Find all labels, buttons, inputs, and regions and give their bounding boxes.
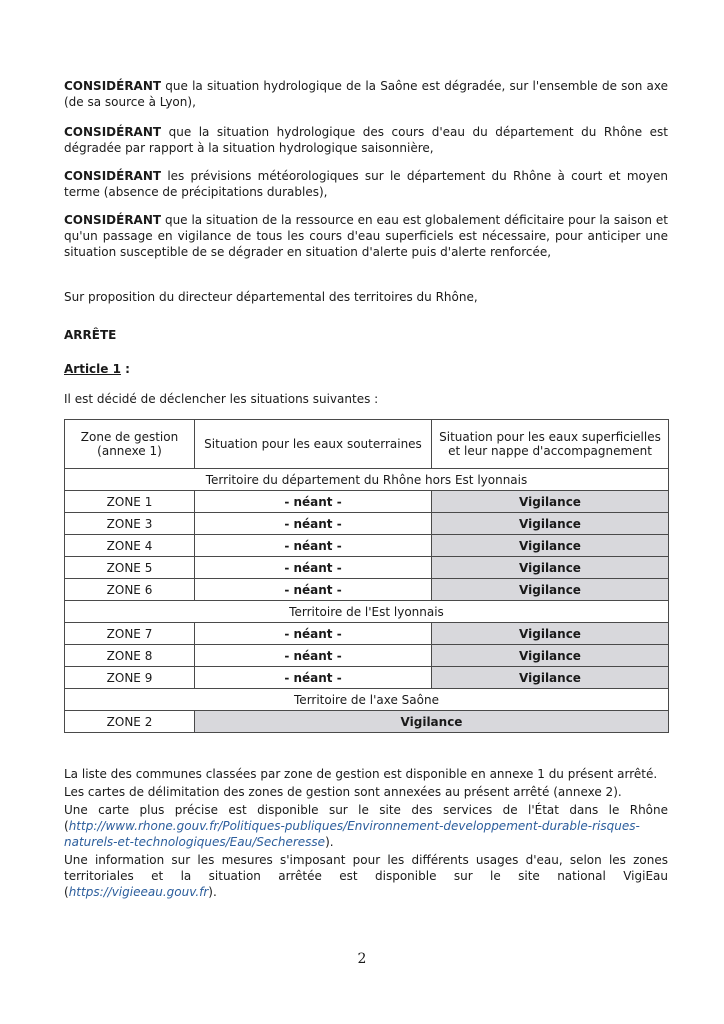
considerant-keyword: CONSIDÉRANT [64,169,162,183]
table-header-row [65,420,669,469]
article-heading [64,361,668,377]
table-row [65,557,669,579]
table-row [65,535,669,557]
considerant-text: que la situation de la ressource en eau est globalement déficitaire pour la saison et qu'un passage en vigilance de tous les cours d'eau superficiels est nécessaire, pour anticiper une situation susceptible de se dégrader en situation d'alerte puis d'alerte renforcée, [64,213,668,259]
souterraines-cell: - néant - [195,667,432,689]
zone-cell: ZONE 9 [65,667,195,689]
superficielles-cell: Vigilance [432,645,669,667]
considerant-3 [64,168,668,200]
section-row [65,601,669,623]
article-colon: : [120,362,130,376]
zone-cell: ZONE 4 [65,535,195,557]
considerant-keyword: CONSIDÉRANT [64,125,162,139]
table-row [65,623,669,645]
souterraines-cell: - néant - [195,623,432,645]
souterraines-cell: - néant - [195,491,432,513]
zone-cell: ZONE 8 [65,645,195,667]
considerant-keyword: CONSIDÉRANT [64,79,162,93]
annexe-2-note: Les cartes de délimitation des zones de gestion sont annexées au présent arrêté (annexe 2). [64,785,622,799]
souterraines-cell: - néant - [195,535,432,557]
souterraines-cell: - néant - [195,513,432,535]
table-row [65,667,669,689]
zone-cell: ZONE 2 [65,711,195,733]
section-title: Territoire de l'axe Saône [65,689,669,711]
page-number: 2 [357,951,367,967]
zone-cell: ZONE 6 [65,579,195,601]
table-row [65,513,669,535]
superficielles-cell: Vigilance [432,623,669,645]
considerant-text: les prévisions météorologiques sur le département du Rhône à court et moyen terme (absence de précipitations durables), [64,169,668,199]
header-souterraines: Situation pour les eaux souterraines [195,420,432,469]
superficielles-cell: Vigilance [432,667,669,689]
rhone-gouv-link[interactable]: http://www.rhone.gouv.fr/Politiques-publiques/Environnement-developpement-durable-risques-naturels-et-technologiques/Eau/Secheresse [64,819,640,849]
section-title: Territoire de l'Est lyonnais [65,601,669,623]
vigieau-text-end: ). [208,885,217,899]
article-label: Article 1 [64,362,121,376]
table-row [65,645,669,667]
considerant-2 [64,124,668,156]
superficielles-cell: Vigilance [432,557,669,579]
header-zone: Zone de gestion (annexe 1) [65,420,195,469]
merged-situation-cell: Vigilance [195,711,669,733]
carte-text: Une carte plus précise est disponible sur le site des services de l'État dans le Rhône ( [64,803,668,833]
vigieau-link[interactable]: https://vigieeau.gouv.fr [68,885,209,899]
zones-table [64,419,669,733]
zone-cell: ZONE 3 [65,513,195,535]
zone-cell: ZONE 7 [65,623,195,645]
vigieau-text: Une information sur les mesures s'imposant pour les différents usages d'eau, selon les zones territoriales et la situation arrêtée est disponible sur le site national VigiEau ( [64,853,668,899]
header-superficielles: Situation pour les eaux superficielles et leur nappe d'accompagnement [432,420,669,469]
souterraines-cell: - néant - [195,557,432,579]
zone-cell: ZONE 1 [65,491,195,513]
vigieau-paragraph [64,852,668,900]
section-row [65,689,669,711]
souterraines-cell: - néant - [195,579,432,601]
table-row [65,491,669,513]
proposition-text: Sur proposition du directeur départemental des territoires du Rhône, [64,290,478,304]
considerant-text: que la situation hydrologique des cours d'eau du département du Rhône est dégradée par rapport à la situation hydrologique saisonnière, [64,125,668,155]
superficielles-cell: Vigilance [432,513,669,535]
zone-cell: ZONE 5 [65,557,195,579]
table-row [65,711,669,733]
considerant-keyword: CONSIDÉRANT [64,213,162,227]
article-intro: Il est décidé de déclencher les situations suivantes : [64,392,379,406]
carte-paragraph [64,802,668,850]
carte-text-end: ). [325,835,334,849]
section-row [65,469,669,491]
superficielles-cell: Vigilance [432,535,669,557]
souterraines-cell: - néant - [195,645,432,667]
table-row [65,579,669,601]
section-title: Territoire du département du Rhône hors Est lyonnais [65,469,669,491]
superficielles-cell: Vigilance [432,579,669,601]
superficielles-cell: Vigilance [432,491,669,513]
considerant-text: que la situation hydrologique de la Saône est dégradée, sur l'ensemble de son axe (de sa source à Lyon), [64,79,668,109]
annexe-1-note: La liste des communes classées par zone de gestion est disponible en annexe 1 du présent arrêté. [64,767,658,781]
considerant-4 [64,212,668,260]
arrete-heading: ARRÊTE [64,328,117,342]
considerant-1 [64,78,668,110]
